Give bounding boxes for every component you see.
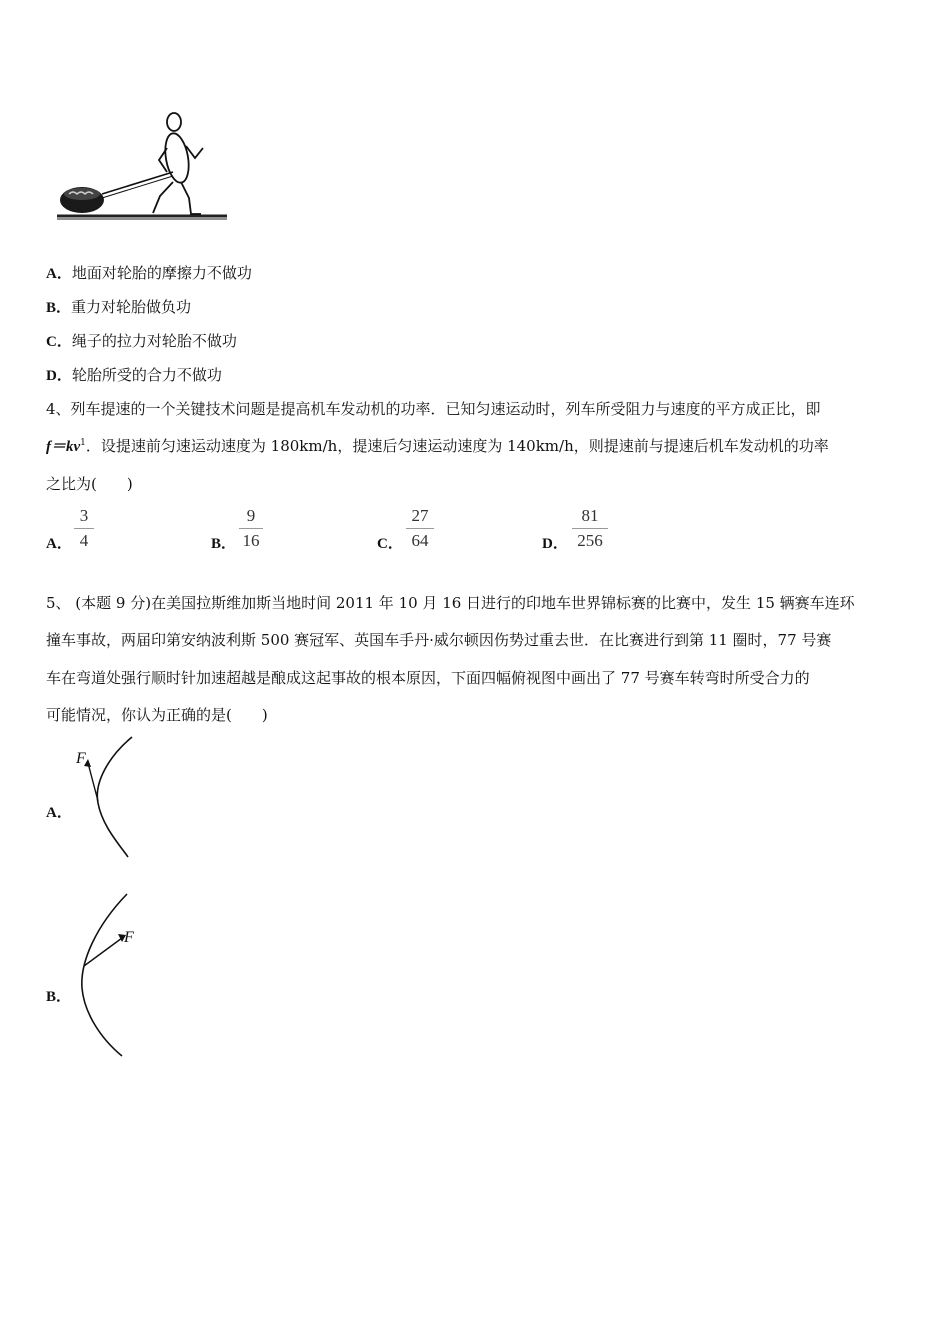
q4-option-d-label: D．: [542, 536, 568, 552]
q5-line-3: 车在弯道处强行顺时针加速超越是酿成这起事故的根本原因，下面四幅俯视图中画出了 77 号赛车转弯时所受合力的: [46, 669, 810, 687]
q5-option-a-label: A．: [46, 805, 72, 821]
q5-line-4: 可能情况，你认为正确的是( ): [46, 706, 268, 724]
q4-option-c-label: C．: [377, 536, 403, 552]
q4-option-d-fraction: 81 256: [572, 506, 608, 551]
q5-line-1: 5、 (本题 9 分)在美国拉斯维加斯当地时间 2011 年 10 月 16 日进行的印地车世界锦标赛的比赛中，发生 15 辆赛车连环: [46, 594, 855, 612]
q4-line-2: $f=kv^1$．设提速前匀速运动速度为 180km/h，提速后匀速运动速度为 140km/h，则提速前与提速后机车发动机的功率: [46, 437, 829, 455]
q3-option-c: C．绳子的拉力对轮胎不做功: [46, 332, 237, 350]
q5-option-b-label: B．: [46, 989, 72, 1005]
q5-option-b-diagram: [72, 890, 157, 1060]
q4-option-a-label: A．: [46, 536, 72, 552]
q4-option-b-fraction: 9 16: [239, 506, 263, 551]
q5-option-a-force-label: F: [76, 750, 86, 767]
q5-line-2: 撞车事故，两届印第安纳波利斯 500 赛冠军、英国车手丹·威尔顿因伤势过重去世．在比赛进行到第 11 圈时，77 号赛: [46, 631, 832, 649]
q4-option-c-fraction: 27 64: [406, 506, 434, 551]
q4-line-3: 之比为( ): [46, 475, 133, 493]
q4-option-b-label: B．: [211, 536, 237, 552]
q5-option-b-force-label: F: [124, 929, 134, 946]
q3-option-b: B．重力对轮胎做负功: [46, 298, 192, 316]
q4-line-1: 4、列车提速的一个关键技术问题是提高机车发动机的功率．已知匀速运动时，列车所受阻力与速度的平方成正比，即: [46, 400, 821, 418]
q4-option-a-fraction: 3 4: [74, 506, 94, 551]
tire-pulling-figure: [55, 108, 230, 228]
q3-option-a: A．地面对轮胎的摩擦力不做功: [46, 264, 252, 282]
q5-option-a-diagram: [70, 735, 150, 860]
q3-option-d: D．轮胎所受的合力不做功: [46, 366, 222, 384]
